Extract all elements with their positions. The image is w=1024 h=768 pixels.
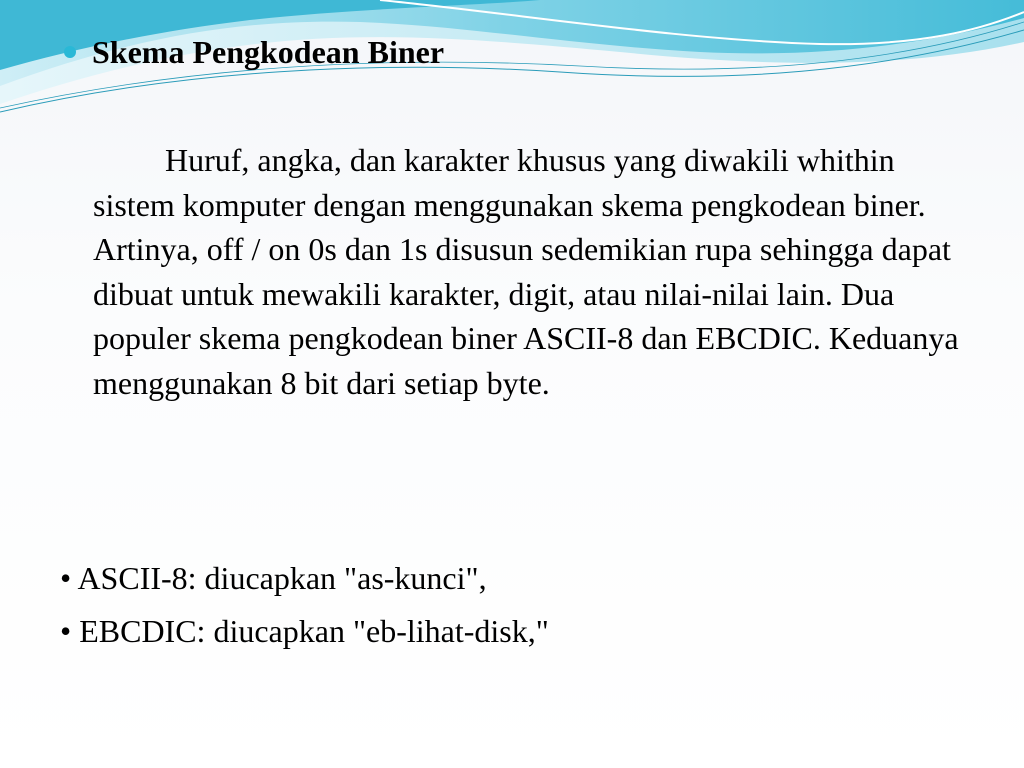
list-item: • EBCDIC: diucapkan "eb-lihat-disk," — [60, 613, 549, 649]
bullet-list — [60, 552, 549, 658]
heading-row — [64, 30, 444, 74]
bullet-icon — [64, 46, 76, 58]
list-item: • ASCII-8: diucapkan "as-kunci", — [60, 560, 487, 596]
body-paragraph: Huruf, angka, dan karakter khusus yang diwakili whithin sistem komputer dengan menggunakan skema pengkodean biner. Artinya, off / on 0s dan 1s disusun sedemikian rupa sehingga dapat dibuat untuk mewakili karakter, digit, atau nilai-nilai lain. Dua populer skema pengkodean biner ASCII-8 dan EBCDIC. Keduanya menggunakan 8 bit dari setiap byte. — [93, 142, 959, 401]
slide-heading: Skema Pengkodean Biner — [92, 34, 445, 70]
